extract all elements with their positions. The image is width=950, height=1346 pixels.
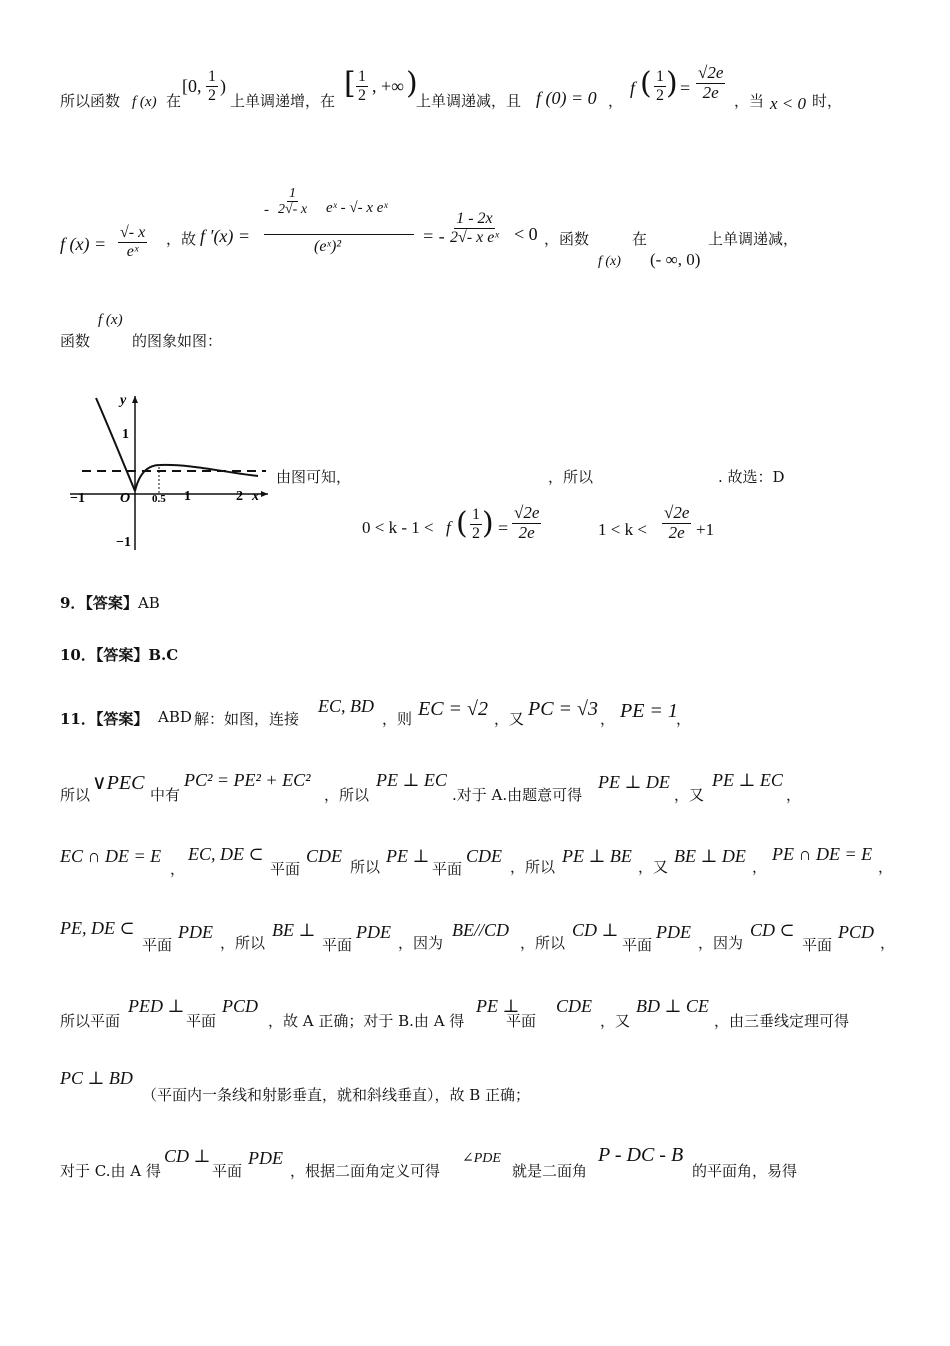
a11-l2-4: ，所以 [324, 786, 370, 804]
tick-y-1: 1 [122, 427, 129, 442]
a11-l5-5: PE ⊥ [476, 996, 520, 1016]
row4-text-3: . 故选：D [718, 468, 785, 486]
tick-x-0-5: 0.5 [152, 493, 166, 505]
answer-11-value: ABD [158, 708, 192, 726]
a11-l4-2: PDE [178, 922, 213, 942]
row4-paren-right: ) [482, 506, 494, 541]
a11-l7-8: 的平面角，易得 [692, 1162, 798, 1180]
a11-l4-9: ，所以 [520, 934, 566, 952]
row1-fhalf-value [696, 64, 725, 102]
row1-fhalf-num: 1 [656, 68, 664, 85]
row1-fhalf-value-den: 2e [702, 82, 719, 102]
a11-l4-6: PDE [356, 922, 391, 942]
a11-l4-8: BE//CD [452, 920, 509, 940]
row1-half-den: 2 [208, 86, 216, 104]
row1-cond: x < 0 [770, 94, 807, 113]
row2-fx-frac [118, 224, 147, 260]
row1-text-7: 时， [812, 92, 843, 110]
a11-l5-0: 所以平面 [60, 1012, 121, 1030]
row1-interval2-tail: , +∞ [372, 76, 404, 96]
row2-result-num: 1 - 2x [456, 210, 493, 227]
row1-text-4: 上单调递减，且 [416, 92, 522, 110]
function-graph [62, 390, 272, 556]
a11-l1-5: PC = √3 [528, 698, 599, 720]
answer-11-line-6 [60, 1068, 890, 1104]
a11-l3-6: PE ⊥ [386, 846, 430, 866]
a11-l4-12: PDE [656, 922, 691, 942]
row2-text-3: 在 [632, 230, 648, 248]
a11-l4-15: 平面 [802, 936, 833, 954]
a11-l2-8: ，又 [674, 786, 705, 804]
a11-l7-3: PDE [248, 1148, 283, 1168]
row4-half-den: 2 [472, 524, 480, 542]
y-axis-label: y [120, 393, 127, 408]
a11-l5-7: CDE [556, 996, 592, 1016]
row2-fp-inner-den: 2√- x [278, 202, 308, 218]
row1-paren-left: ( [640, 66, 652, 101]
row1-f0: f (0) = 0 [536, 88, 597, 108]
row1-paren-right: ) [666, 66, 678, 101]
a11-l2-2: 中有 [150, 786, 181, 804]
a11-l1-6: ， [600, 710, 616, 728]
a11-l3-4: CDE [306, 846, 342, 866]
answer-9 [60, 592, 890, 613]
row2-result-den: 2√- x eˣ [450, 228, 499, 246]
a11-l3-7: 平面 [432, 860, 463, 878]
tick-x-minus-1: −1 [70, 491, 85, 506]
a11-l5-10: ，由三垂线定理可得 [714, 1012, 850, 1030]
row3-fx: f (x) [98, 312, 123, 328]
a11-l5-3: PCD [222, 996, 258, 1016]
a11-l2-1: ∨PEC [92, 772, 145, 794]
a11-l3-0: EC ∩ DE = E [60, 846, 162, 866]
answer-10 [60, 644, 890, 665]
a11-l4-3: ，所以 [220, 934, 266, 952]
row1-interval-close: ) [220, 76, 226, 96]
a11-l3-13: ， [752, 858, 768, 876]
a11-l6-0: PC ⊥ BD [60, 1068, 133, 1088]
a11-l2-3: PC² = PE² + EC² [184, 770, 311, 790]
row4-text-1: 由图可知， [276, 468, 352, 486]
row2-fp-den: (eˣ)² [314, 238, 342, 255]
row1-text-1: 所以函数 [60, 92, 121, 110]
row2-fprime: f ′(x) = [200, 226, 251, 246]
a11-l1-7: PE = 1 [620, 700, 678, 722]
a11-l3-2: EC, DE ⊂ [188, 844, 264, 864]
curve-left-branch [96, 398, 135, 491]
a11-l5-1: PED ⊥ [128, 996, 185, 1016]
a11-l7-7: P - DC - B [598, 1144, 684, 1166]
row1-text-6: ，当 [734, 92, 765, 110]
a11-l3-1: ， [170, 860, 186, 878]
a11-l7-5: ∠PDE [462, 1151, 501, 1166]
a11-l4-17: ， [880, 934, 896, 952]
x-axis-label: x [252, 489, 259, 504]
row2-fx-lhs: f (x) = [60, 234, 107, 254]
answer-11-line-4 [60, 916, 896, 954]
row4-ineq1-den: 2e [518, 522, 535, 542]
x-axis-arrow-icon [261, 491, 268, 497]
answer-11-line-5 [60, 992, 890, 1028]
row2-fp-inner-frac [276, 186, 309, 218]
curve-right-branch [135, 465, 258, 491]
row2-fp-bar [264, 234, 414, 235]
row4-ineq1-num: √2e [514, 503, 540, 522]
row1-fhalf-value-num: √2e [698, 63, 724, 82]
row1-half-num: 1 [208, 68, 216, 85]
row1-text-3: 上单调递增，在 [230, 92, 336, 110]
row4-half-num: 1 [472, 506, 480, 523]
a11-l4-14: CD ⊂ [750, 920, 795, 940]
row4-ineq2-frac [662, 504, 691, 542]
row4-half-frac [470, 506, 482, 542]
row1-half-frac-2 [356, 68, 368, 104]
row2 [60, 186, 890, 276]
a11-l5-8: ，又 [600, 1012, 631, 1030]
row4-ineq1-pre: 0 < k - 1 < [362, 518, 434, 537]
tick-y-minus-1: −1 [116, 535, 131, 550]
row1-fhalf-den: 2 [656, 86, 664, 104]
row4-text-2: ，所以 [548, 468, 594, 486]
row3-text-1: 函数 [60, 332, 91, 350]
row2-text-1: ，故 [166, 230, 197, 248]
a11-l4-10: CD ⊥ [572, 920, 619, 940]
a11-l5-4: ，故 A 正确；对于 B.由 A 得 [268, 1012, 465, 1030]
row1-bracket-right: ) [406, 66, 418, 101]
answer-9-value: AB [137, 594, 160, 612]
row1-fhalf-lhs: f [630, 78, 636, 98]
row2-fx-small: f (x) [598, 254, 621, 269]
a11-l4-16: PCD [838, 922, 874, 942]
a11-l7-6: 就是二面角 [512, 1162, 588, 1180]
answer-11-line-7 [60, 1144, 890, 1180]
a11-l3-11: ，又 [638, 858, 669, 876]
row2-result-frac [448, 210, 501, 246]
a11-l4-13: ，因为 [698, 934, 744, 952]
row1-half-frac [206, 68, 218, 104]
row2-fx-num: √- x [120, 224, 146, 241]
a11-l3-9: ，所以 [510, 858, 556, 876]
row4-ineq1-frac [512, 504, 541, 542]
row2-fx-den: eˣ [126, 242, 139, 260]
row2-text-4: 上单调递减， [708, 230, 799, 248]
a11-l4-0: PE, DE ⊂ [60, 918, 135, 938]
a11-l4-5: 平面 [322, 936, 353, 954]
a11-l3-14: PE ∩ DE = E [772, 844, 873, 864]
row2-fp-num-post: eˣ - √- x eˣ [326, 200, 388, 216]
row1-text-2: 在 [166, 92, 182, 110]
row2-lt0: < 0 [514, 224, 538, 244]
row4-ineq2-num: √2e [664, 503, 690, 522]
row1-text-5: ， [608, 92, 624, 110]
row4-eq: = [498, 518, 509, 538]
a11-l5-6: 平面 [506, 1012, 537, 1030]
row4 [276, 462, 896, 562]
a11-l1-2: ，则 [382, 710, 413, 728]
answer-11-line-3 [60, 842, 894, 878]
row1-eq: = [680, 78, 691, 98]
a11-l7-4: ，根据二面角定义可得 [290, 1162, 441, 1180]
a11-l7-1: CD ⊥ [164, 1146, 211, 1166]
a11-l2-0: 所以 [60, 786, 91, 804]
a11-l1-3: EC = √2 [418, 698, 489, 720]
row2-eq: = - [422, 226, 445, 246]
a11-l2-7: PE ⊥ DE [598, 772, 670, 792]
row4-ineq2-post: +1 [696, 520, 715, 539]
row2-text-2: ，函数 [544, 230, 590, 248]
a11-l7-0: 对于 C.由 A 得 [60, 1162, 161, 1180]
a11-l4-1: 平面 [142, 936, 173, 954]
row4-ineq2-den: 2e [668, 522, 685, 542]
row2-fp-inner-num: 1 [289, 186, 297, 201]
a11-l1-4: ，又 [494, 710, 525, 728]
answer-11-label: 11．【答案】 [60, 710, 149, 728]
a11-l5-2: 平面 [186, 1012, 217, 1030]
a11-l4-4: BE ⊥ [272, 920, 316, 940]
row1-bracket-left: [ [344, 66, 356, 101]
a11-l3-5: 所以 [350, 858, 381, 876]
a11-l4-11: 平面 [622, 936, 653, 954]
a11-l2-5: PE ⊥ EC [376, 770, 447, 790]
row1-fhalf-frac [654, 68, 666, 104]
row1-interval-open: [0, [182, 76, 202, 96]
tick-x-2: 2 [236, 489, 243, 504]
row2-interval: (- ∞, 0) [650, 250, 701, 269]
answer-10-label: 10．【答案】 [60, 646, 149, 664]
a11-l3-12: BE ⊥ DE [674, 846, 746, 866]
a11-l2-6: .对于 A.由题意可得 [452, 786, 583, 804]
row1-fx: f (x) [132, 94, 157, 110]
row1-half-den-2: 2 [358, 86, 366, 104]
a11-l3-15: ， [878, 858, 894, 876]
answer-11-line-1 [60, 696, 890, 726]
a11-l3-8: CDE [466, 846, 502, 866]
y-axis-arrow-icon [132, 396, 138, 403]
a11-l2-10: ， [786, 786, 802, 804]
a11-l3-3: 平面 [270, 860, 301, 878]
a11-l4-7: ，因为 [398, 934, 444, 952]
row4-ineq1-f: f [446, 518, 451, 537]
answer-10-value: B.C [148, 646, 179, 664]
a11-l1-8: ， [676, 710, 692, 728]
a11-l5-9: BD ⊥ CE [636, 996, 709, 1016]
answer-9-label: 9．【答案】 [60, 594, 138, 612]
a11-l1-0: 解：如图，连接 [194, 710, 300, 728]
row2-fp-num-pre: - [264, 202, 269, 218]
answer-11-line-2 [60, 768, 890, 804]
row4-paren-left: ( [456, 506, 468, 541]
a11-l6-1: （平面内一条线和射影垂直，就和斜线垂直），故 B 正确； [142, 1086, 531, 1104]
row4-ineq2-pre: 1 < k < [598, 520, 647, 539]
a11-l2-9: PE ⊥ EC [712, 770, 783, 790]
a11-l3-10: PE ⊥ BE [562, 846, 632, 866]
row3-text-2: 的图象如图： [132, 332, 223, 350]
row1-half-num-2: 1 [358, 68, 366, 85]
tick-x-1: 1 [184, 489, 191, 504]
origin-label: O [120, 491, 131, 506]
a11-l1-1: EC, BD [318, 696, 374, 716]
a11-l7-2: 平面 [212, 1162, 243, 1180]
